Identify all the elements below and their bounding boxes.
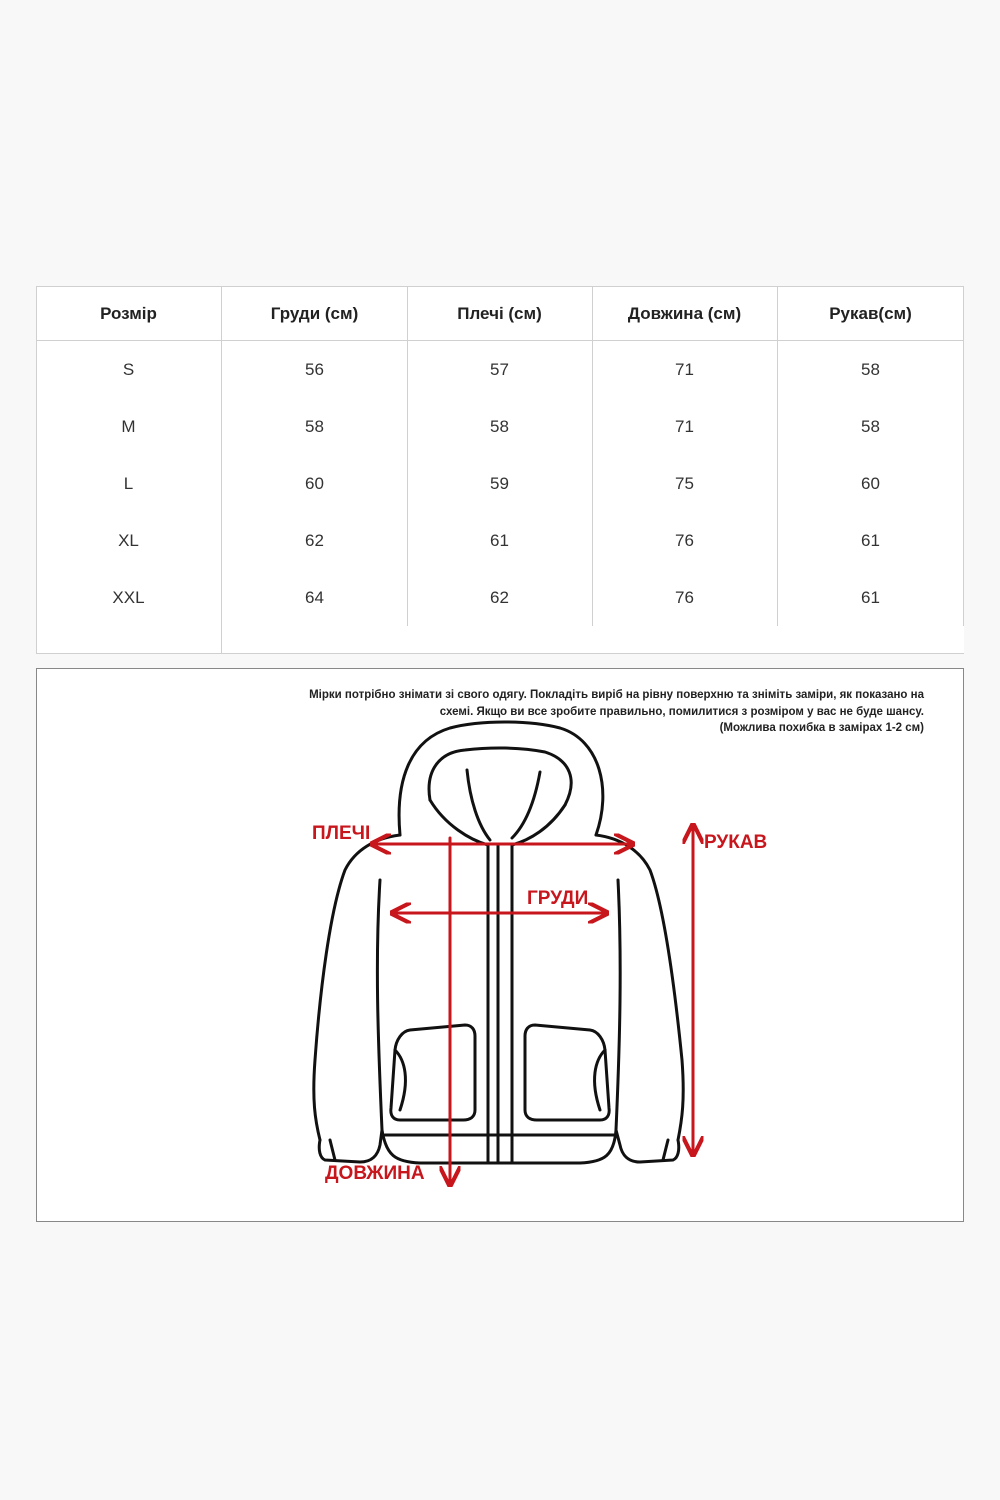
label-chest: ГРУДИ	[527, 888, 589, 909]
table-cell: 61	[490, 531, 509, 550]
hood-inner	[429, 748, 571, 805]
table-cell: 56	[305, 360, 324, 379]
table-cell: 60	[861, 474, 880, 493]
instruction-line: схемі. Якщо ви все зробите правильно, помилитися з розміром у вас не буде шансу.	[439, 706, 924, 718]
table-cell: XXL	[112, 588, 145, 607]
label-sleeve: РУКАВ	[704, 832, 768, 853]
table-cell: XL	[118, 531, 139, 550]
table-cell: L	[123, 474, 134, 493]
table-cell: 60	[305, 474, 324, 493]
instruction-line: (Можлива похибка в замірах 1-2 см)	[719, 722, 924, 734]
table-cell: 62	[490, 588, 509, 607]
table-cell: 61	[861, 531, 880, 550]
header-shoulders: Плечі (см)	[457, 304, 542, 323]
table-cell: 58	[861, 417, 880, 436]
table-cell: 71	[675, 360, 694, 379]
table-cell: 62	[305, 531, 324, 550]
header-length: Довжина (см)	[627, 304, 742, 323]
instruction-line: Мірки потрібно знімати зі свого одягу. Покладіть виріб на рівну поверхню та зніміть заміри, як показано на	[309, 689, 924, 701]
header-size: Розмір	[100, 304, 157, 323]
table-cell: S	[122, 360, 135, 379]
table-cell: 58	[305, 417, 324, 436]
table-cell: 58	[490, 417, 509, 436]
table-cell: 76	[675, 531, 694, 550]
table-cell: 58	[861, 360, 880, 379]
label-length: ДОВЖИНА	[325, 1163, 425, 1184]
header-sleeve: Рукав(см)	[829, 304, 912, 323]
left-pocket	[391, 1025, 475, 1120]
label-shoulders: ПЛЕЧІ	[312, 823, 371, 844]
table-cell: 76	[675, 588, 694, 607]
table-cell: 64	[305, 588, 324, 607]
table-cell: M	[121, 417, 136, 436]
table-cell: 59	[490, 474, 509, 493]
table-cell: 57	[490, 360, 509, 379]
right-pocket	[525, 1025, 609, 1120]
table-cell: 61	[861, 588, 880, 607]
table-cell: 75	[675, 474, 694, 493]
table-cell: 71	[675, 417, 694, 436]
header-chest: Груди (см)	[270, 304, 359, 323]
body-outline	[314, 835, 400, 1140]
